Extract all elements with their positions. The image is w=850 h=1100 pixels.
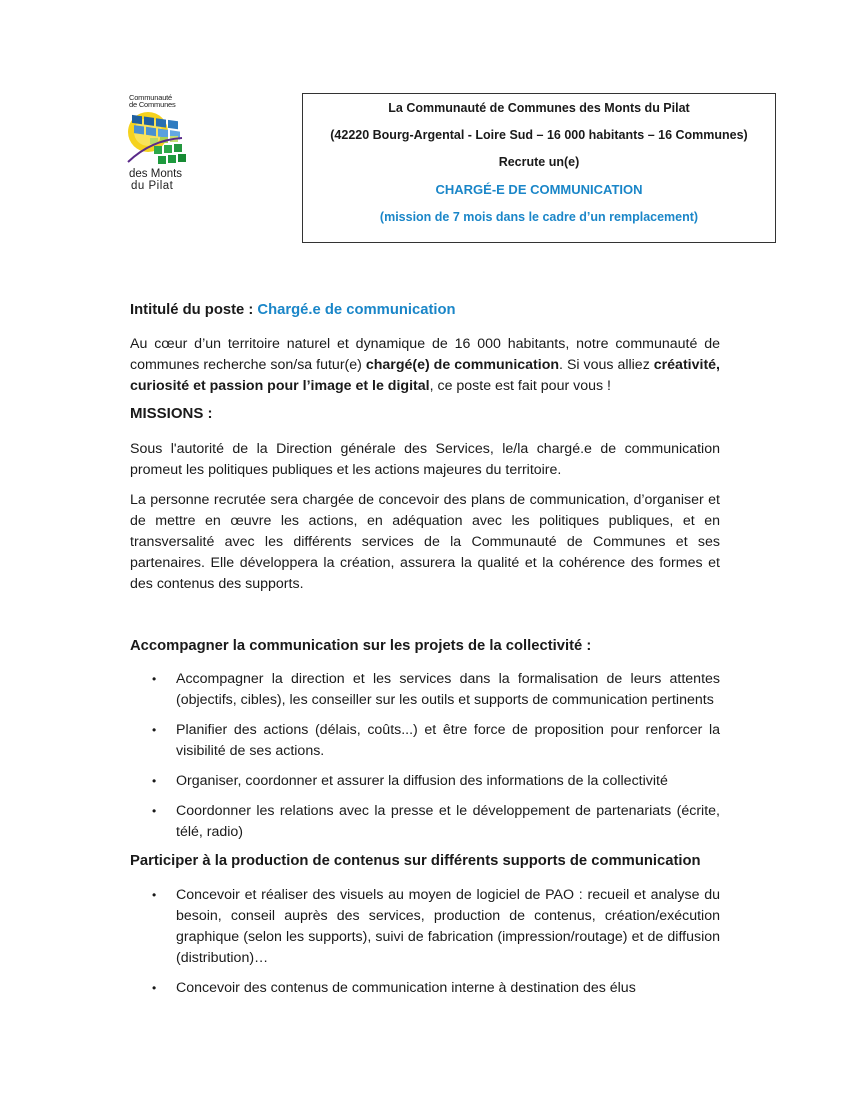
logo-text-line2: de Communes	[129, 100, 176, 109]
list-item	[130, 801, 720, 843]
list-item-text: Coordonner les relations avec la presse et le développement de partenariats (écrite, télé, radio)	[176, 803, 720, 840]
header-mission-duration: (mission de 7 mois dans le cadre d’un remplacement)	[379, 210, 699, 224]
bullet-icon: •	[152, 981, 157, 995]
list-item	[130, 885, 720, 969]
missions-heading: MISSIONS :	[130, 405, 213, 422]
intro-text-2: . Si vous alliez	[559, 357, 654, 373]
list-item-text: Organiser, coordonner et assurer la diffusion des informations de la collectivité	[176, 773, 668, 789]
bullet-icon: •	[152, 804, 157, 818]
header-location: (42220 Bourg-Argental - Loire Sud – 16 000 habitants – 16 Communes)	[330, 128, 748, 142]
list-item-text: Planifier des actions (délais, coûts...) et être force de proposition pour renforcer la visibilité de ses actions.	[176, 722, 720, 759]
logo-text-line3: des Monts	[129, 168, 183, 180]
bullet-icon: •	[152, 888, 157, 902]
header-recruits: Recrute un(e)	[498, 155, 580, 169]
bullet-icon: •	[152, 672, 157, 686]
section-list-accompagner	[130, 669, 720, 852]
list-item-text: Concevoir et réaliser des visuels au moyen de logiciel de PAO : recueil et analyse du besoin, conseil auprès des services, production de contenus, création/exécution graphique (selon les supports), suivi de fabrication (impression/routage) et de diffusion (distribution)…	[176, 887, 720, 966]
job-announcement-header	[302, 93, 776, 243]
list-item-text: Concevoir des contenus de communication interne à destination des élus	[176, 980, 636, 996]
list-item	[130, 771, 720, 792]
mission-paragraph-2: La personne recrutée sera chargée de concevoir des plans de communication, d’organiser et de mettre en œuvre les actions, en adéquation avec les politiques publiques, et en transversalité avec les différents services de la Communauté de Communes et ses partenaires. Elle développera la création, assurera la qualité et la cohérence des formes et des contenus des supports.	[130, 492, 720, 592]
section-heading-participer: Participer à la production de contenus sur différents supports de communication	[130, 853, 701, 869]
job-title-value: Chargé.e de communication	[257, 302, 456, 318]
mission-paragraph-1: Sous l'autorité de la Direction générale des Services, le/la chargé.e de communication promeut les politiques publiques et les actions majeures du territoire.	[130, 441, 720, 478]
intro-bold-1: chargé(e) de communication	[365, 357, 560, 373]
bullet-icon: •	[152, 774, 157, 788]
logo-text-line4: du Pilat	[131, 180, 174, 192]
intro-paragraph	[130, 334, 720, 397]
intro-text-1: Au cœur d’un territoire naturel et dynamique de 16 000 habitants, notre communauté de communes recherche son/sa futur(e)	[130, 336, 720, 373]
bullet-icon: •	[152, 723, 157, 737]
section-list-participer	[130, 885, 720, 1008]
section-heading-accompagner: Accompagner la communication sur les projets de la collectivité :	[130, 638, 592, 654]
header-organization: La Communauté de Communes des Monts du Pilat	[388, 101, 690, 115]
header-position: CHARGÉ-E DE COMMUNICATION	[435, 182, 643, 197]
list-item-text: Accompagner la direction et les services dans la formalisation de leurs attentes (objectifs, cibles), les conseiller sur les outils et supports de communication pertinents	[176, 671, 720, 708]
organization-logo	[126, 92, 192, 196]
intro-bold-2: créativité, curiosité et passion pour l’image et le digital	[130, 357, 720, 394]
logo-text-line1: Communauté	[129, 93, 173, 102]
job-title-line	[130, 302, 456, 318]
logo-emblem-icon	[126, 110, 192, 168]
list-item	[130, 669, 720, 711]
list-item	[130, 720, 720, 762]
intro-text-3: , ce poste est fait pour vous !	[429, 378, 611, 394]
list-item	[130, 978, 720, 999]
job-title-label: Intitulé du poste :	[130, 302, 258, 318]
